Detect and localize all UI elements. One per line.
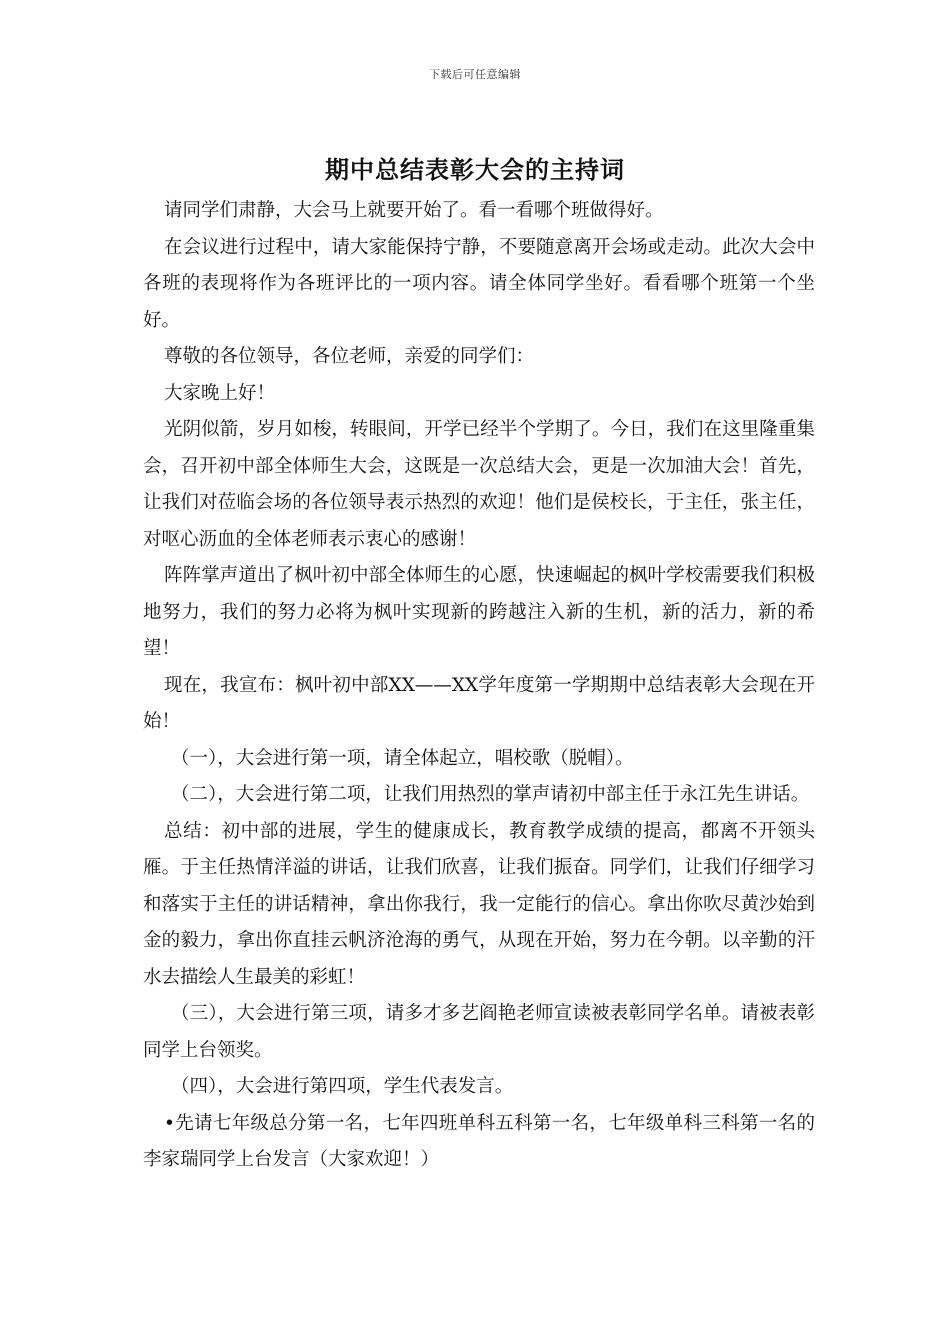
- paragraph-bullet-speaker: •先请七年级总分第一名，七年四班单科五科第一名，七年级单科三科第一名的李家瑞同学上台发言（大家欢迎！）: [143, 1112, 815, 1170]
- paragraph-summary: 总结：初中部的进展，学生的健康成长，教育教学成绩的提高，都离不开领头雁。于主任热情洋溢的讲话，让我们欣喜，让我们振奋。同学们，让我们仔细学习和落实于主任的讲话精神，拿出你我行，我一定能行的信心。拿出你吹尽黄沙始到金的毅力，拿出你直挂云帆济沧海的勇气，从现在开始，努力在今朝。以辛勤的汗水去描绘人生最美的彩虹！: [143, 820, 815, 988]
- paragraph-item-3: （三），大会进行第三项，请多才多艺阎艳老师宣读被表彰同学名单。请被表彰同学上台领奖。: [143, 1003, 815, 1061]
- paragraph-item-1: （一），大会进行第一项，请全体起立，唱校歌（脱帽）。: [171, 747, 634, 769]
- header-note: 下载后可任意编辑: [429, 68, 521, 81]
- paragraph-announcement: 现在，我宣布：枫叶初中部XX——XX学年度第一学期期中总结表彰大会现在开始！: [143, 674, 815, 732]
- paragraph-item-4: （四），大会进行第四项，学生代表发言。: [171, 1076, 514, 1097]
- paragraph-item-2: （二），大会进行第二项，让我们用热烈的掌声请初中部主任于永江先生讲话。: [171, 784, 810, 805]
- paragraph-welcome: 光阴似箭，岁月如梭，转眼间，开学已经半个学期了。今日，我们在这里隆重集会，召开初中部全体师生大会，这既是一次总结大会，更是一次加油大会！首先，让我们对莅临会场的各位领导表示热烈的欢迎！他们是侯校长，于主任，张主任，对呕心沥血的全体老师表示衷心的感谢！: [143, 419, 815, 550]
- paragraph-salutation: 尊敬的各位领导，各位老师，亲爱的同学们：: [164, 346, 535, 367]
- document-title: 期中总结表彰大会的主持词: [325, 156, 625, 184]
- paragraph-opening: 请同学们肃静，大会马上就要开始了。看一看哪个班做得好。: [164, 200, 664, 221]
- document-body: [143, 193, 815, 1179]
- paragraph-greeting: 大家晚上好！: [164, 382, 276, 404]
- paragraph-meeting-rules: 在会议进行过程中，请大家能保持宁静，不要随意离开会场或走动。此次大会中各班的表现将作为各班评比的一项内容。请全体同学坐好。看看哪个班第一个坐好。: [143, 236, 815, 331]
- paragraph-applause: 阵阵掌声道出了枫叶初中部全体师生的心愿，快速崛起的枫叶学校需要我们积极地努力，我们的努力必将为枫叶实现新的跨越注入新的生机，新的活力，新的希望！: [143, 565, 815, 659]
